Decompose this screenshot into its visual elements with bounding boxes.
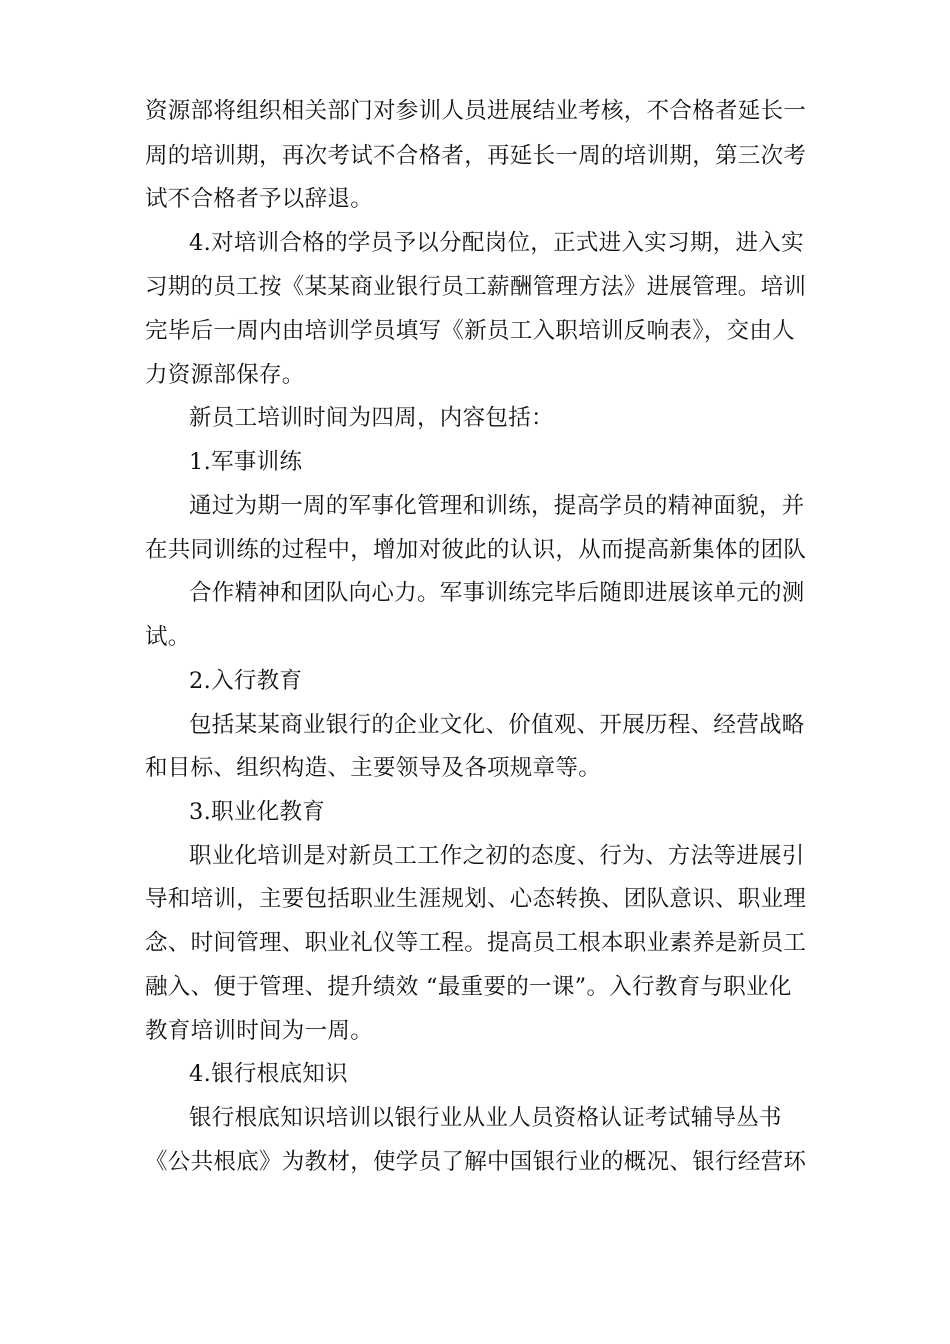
paragraph-start-line: 职业化培训是对新员工工作之初的态度、行为、方法等进展引 — [189, 843, 805, 869]
text-line: 念、时间管理、职业礼仪等工程。提高员工根本职业素养是新员工 — [145, 930, 807, 956]
section-heading: 4.银行根底知识 — [189, 1061, 348, 1087]
paragraph-start-line: 包括某某商业银行的企业文化、价值观、开展历程、经营战略 — [189, 712, 805, 738]
text-line: 试。 — [145, 624, 191, 650]
section-heading: 2.入行教育 — [189, 668, 303, 694]
text-line: 完毕后一周内由培训学员填写《新员工入职培训反响表》，交由人 — [145, 318, 795, 344]
text-line: 教育培训时间为一周。 — [145, 1018, 374, 1044]
text-line: 在共同训练的过程中，增加对彼此的认识，从而提高新集体的团队 — [145, 537, 807, 563]
text-line: 导和培训，主要包括职业生涯规划、心态转换、团队意识、职业理 — [145, 886, 807, 912]
text-line: 周的培训期，再次考试不合格者，再延长一周的培训期，第三次考 — [145, 143, 807, 169]
text-line: 《公共根底》为教材，使学员了解中国银行业的概况、银行经营环 — [145, 1149, 807, 1175]
section-heading: 1.军事训练 — [189, 449, 303, 475]
paragraph-start-line: 新员工培训时间为四周，内容包括： — [189, 405, 554, 431]
numbered-item-line: 4.对培训合格的学员予以分配岗位，正式进入实习期，进入实 — [189, 230, 804, 256]
text-line: 习期的员工按《某某商业银行员工薪酬管理方法》进展管理。培训 — [145, 274, 807, 300]
text-line: 融入、便于管理、提升绩效 “最重要的一课”。入行教育与职业化 — [145, 974, 792, 1000]
paragraph-start-line: 银行根底知识培训以银行业从业人员资格认证考试辅导丛书 — [189, 1105, 782, 1131]
text-line: 试不合格者予以辞退。 — [145, 186, 374, 212]
text-line: 合作精神和团队向心力。军事训练完毕后随即进展该单元的测 — [189, 580, 805, 606]
text-line: 力资源部保存。 — [145, 362, 305, 388]
text-line: 资源部将组织相关部门对参训人员进展结业考核，不合格者延长一 — [145, 98, 807, 124]
text-line: 和目标、组织构造、主要领导及各项规章等。 — [145, 755, 602, 781]
section-heading: 3.职业化教育 — [189, 799, 326, 825]
paragraph-start-line: 通过为期一周的军事化管理和训练，提高学员的精神面貌，并 — [189, 493, 805, 519]
